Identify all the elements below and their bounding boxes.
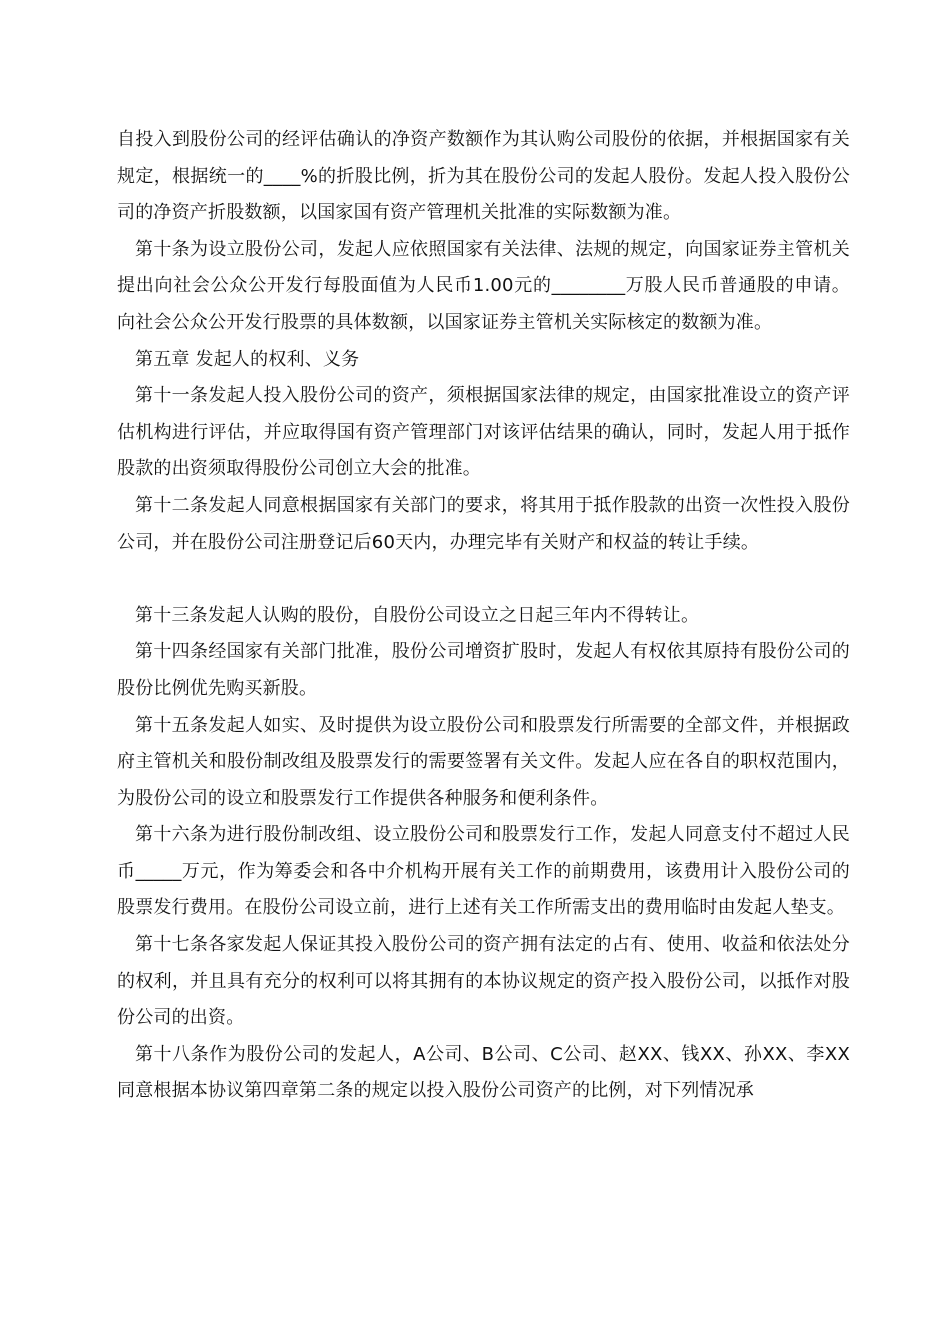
article-10: 第十条为设立股份公司，发起人应依照国家有关法律、法规的规定，向国家证券主管机关提出向社会公众公开发行每股面值为人民币1.00元的________万股人民币普通股的申请。向社会公众公开发行股票的具体数额，以国家证券主管机关实际核定的数额为准。	[117, 238, 850, 333]
chapter-5-heading: 第五章 发起人的权利、义务	[135, 348, 360, 370]
document-body	[117, 122, 850, 1110]
paragraph-continuation: 自投入到股份公司的经评估确认的净资产数额作为其认购公司股份的依据，并根据国家有关规定，根据统一的____%的折股比例，折为其在股份公司的发起人股份。发起人投入股份公司的净资产折股数额，以国家国有资产管理机关批准的实际数额为准。	[117, 129, 850, 224]
article-12: 第十二条发起人同意根据国家有关部门的要求，将其用于抵作股款的出资一次性投入股份公司，并在股份公司注册登记后60天内，办理完毕有关财产和权益的转让手续。	[117, 494, 850, 553]
article-15: 第十五条发起人如实、及时提供为设立股份公司和股票发行所需要的全部文件，并根据政府主管机关和股份制改组及股票发行的需要签署有关文件。发起人应在各自的职权范围内，为股份公司的设立和股票发行工作提供各种服务和便利条件。	[117, 714, 850, 809]
article-13: 第十三条发起人认购的股份，自股份公司设立之日起三年内不得转让。	[135, 604, 700, 626]
article-18: 第十八条作为股份公司的发起人，A公司、B公司、C公司、赵XX、钱XX、孙XX、李XX同意根据本协议第四章第二条的规定以投入股份公司资产的比例，对下列情况承	[117, 1043, 850, 1102]
article-16: 第十六条为进行股份制改组、设立股份公司和股票发行工作，发起人同意支付不超过人民币_____万元，作为筹委会和各中介机构开展有关工作的前期费用，该费用计入股份公司的股票发行费用。在股份公司设立前，进行上述有关工作所需支出的费用临时由发起人垫支。	[117, 824, 850, 919]
article-14: 第十四条经国家有关部门批准，股份公司增资扩股时，发起人有权依其原持有股份公司的股份比例优先购买新股。	[117, 641, 850, 699]
article-17: 第十七条各家发起人保证其投入股份公司的资产拥有法定的占有、使用、收益和依法处分的权利，并且具有充分的权利可以将其拥有的本协议规定的资产投入股份公司，以抵作对股份公司的出资。	[117, 934, 850, 1029]
article-11: 第十一条发起人投入股份公司的资产，须根据国家法律的规定，由国家批准设立的资产评估机构进行评估，并应取得国有资产管理部门对该评估结果的确认，同时，发起人用于抵作股款的出资须取得股份公司创立大会的批准。	[117, 385, 850, 480]
